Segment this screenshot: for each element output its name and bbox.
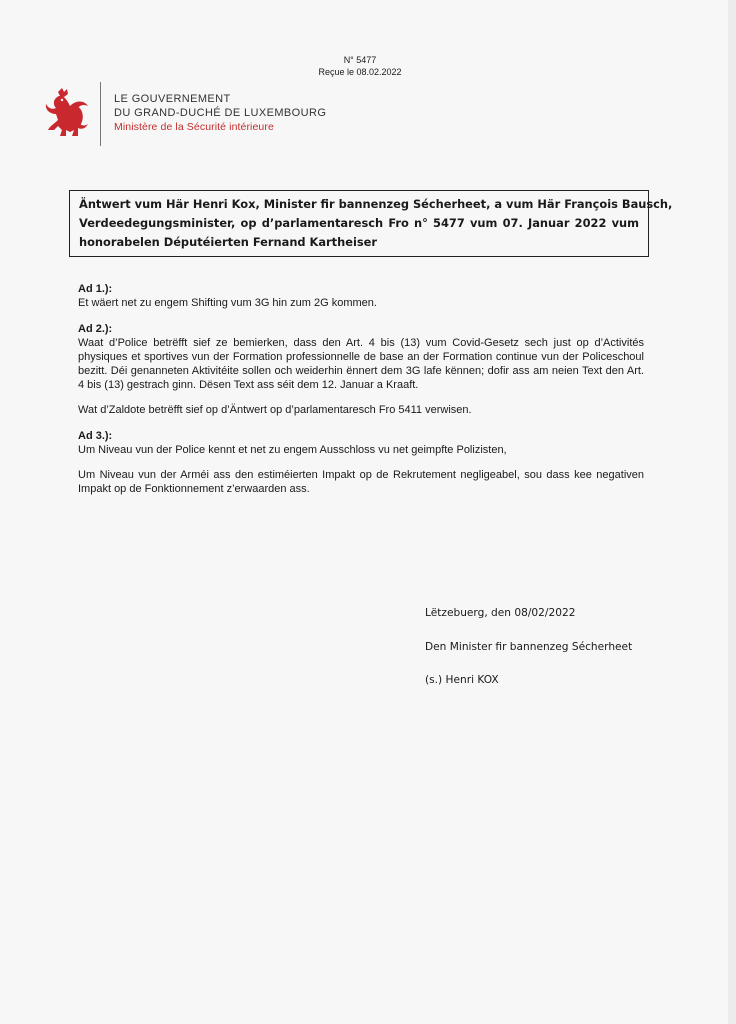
ad1-paragraph: Et wäert net zu engem Shifting vum 3G hin zum 2G kommen. — [78, 297, 377, 309]
ad2-paragraph1: Waat d’Police betrëfft sief ze bemierken, dass den Art. 4 bis (13) vum Covid-Gesetz sech just op d’Activités physiques et sportives vun der Formation professionnelle de base an der Formation continue vun der Policeschoul bezitt. Déi genanneten Aktivitéite sollen och weiderhin ënnert dem 3G lafe kënnen; dofir ass am neien Text den Art. 4 bis (13) gestrach ginn. Dësen Text ass séit dem 12. Januar a Kraaft. — [78, 337, 644, 391]
receipt-stamp — [300, 54, 420, 78]
answer-body — [78, 282, 644, 496]
document-title-box — [69, 190, 673, 257]
ad1-heading: Ad 1.): — [78, 283, 113, 295]
government-line2: DU GRAND-DUCHÉ DE LUXEMBOURG — [114, 107, 327, 119]
ministry-name: Ministère de la Sécurité intérieure — [114, 121, 274, 133]
scan-edge — [728, 0, 736, 1024]
title-line1: Äntwert vum Här Henri Kox, Minister fir bannenzeg Sécherheet, a vum Här François Bausch, — [79, 197, 673, 211]
signature-place-date: Lëtzebuerg, den 08/02/2022 — [425, 607, 576, 619]
ad3-paragraph1: Um Niveau vun der Police kennt et net zu engem Ausschloss vu net geimpfte Polizisten, — [78, 444, 507, 456]
received-date: Reçue le 08.02.2022 — [318, 67, 402, 77]
ad2-paragraph2: Wat d’Zaldote betrëfft sief op d’Äntwert op d’parlamentaresch Fro 5411 verwisen. — [78, 404, 472, 416]
ad2-heading: Ad 2.): — [78, 323, 113, 335]
header-divider — [100, 82, 101, 146]
government-line1: LE GOUVERNEMENT — [114, 93, 231, 105]
ad3-paragraph2: Um Niveau vun der Arméi ass den estiméierten Impakt op de Rekrutement negligeabel, sou dass kee negativen Impakt op de Fonktionnement z’erwaarden ass. — [78, 469, 644, 495]
ad3-heading: Ad 3.): — [78, 430, 113, 442]
government-name — [114, 92, 326, 134]
title-line2: Verdeedegungsminister, op d’parlamentaresch Fro n° 5477 vum 07. Januar 2022 vum — [79, 216, 639, 230]
signature-role: Den Minister fir bannenzeg Sécherheet — [425, 641, 633, 653]
signature-name: (s.) Henri KOX — [425, 674, 499, 686]
title-line3: honorabelen Députéierten Fernand Kartheiser — [79, 235, 377, 249]
red-lion-icon — [44, 86, 90, 140]
question-number: N° 5477 — [343, 55, 377, 65]
